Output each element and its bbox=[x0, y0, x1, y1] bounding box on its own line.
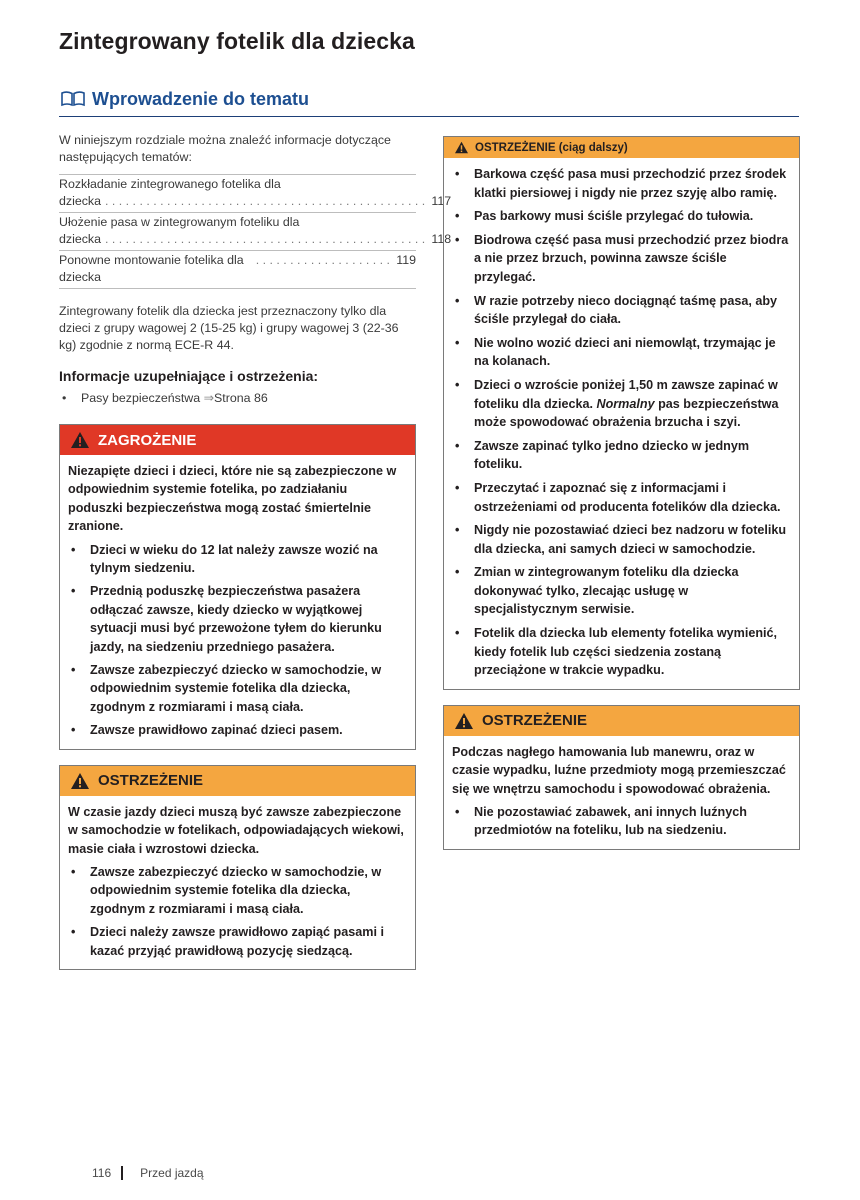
warning-bullet: • Dzieci należy zawsze prawidłowo zapiąć pasami i kazać przyjąć prawidłową pozycję siedzącą. bbox=[71, 925, 384, 958]
warning-bullet: • Zawsze zapinać tylko jedno dziecko w jednym foteliku. bbox=[455, 438, 750, 472]
section-title: Wprowadzenie do tematu bbox=[92, 89, 310, 109]
warning-box-body bbox=[60, 796, 415, 969]
topic-title-cont: dziecka bbox=[59, 194, 102, 208]
warning-box-title: OSTRZEŻENIE bbox=[482, 712, 588, 730]
topic-page: 119 bbox=[396, 253, 416, 267]
warning-box-title: OSTRZEŻENIE bbox=[98, 772, 204, 790]
danger-bullet: • Zawsze zabezpieczyć dziecko w samochodzie, w odpowiednim systemie fotelika dla dziecka, zgodnym z rozmiarami i masą ciała. bbox=[71, 663, 382, 714]
topics-list bbox=[59, 174, 452, 289]
topic-page: 117 bbox=[431, 194, 452, 208]
warning-bullet: • Biodrowa część pasa musi przechodzić przez biodra a nie przez brzuch, powinna zawsze ściśle przylegać. bbox=[455, 232, 789, 284]
page-reference-link[interactable]: Strona 86 bbox=[214, 391, 268, 405]
arrow-icon: ⇒ bbox=[203, 391, 214, 405]
warning-bullet: • W razie potrzeby nieco dociągnąć taśmę pasa, aby ściśle przylegał do ciała. bbox=[455, 293, 778, 327]
info-item bbox=[59, 390, 416, 407]
book-icon bbox=[60, 91, 86, 107]
intro-text: W niniejszym rozdziale można znaleźć informacje dotyczące następujących tematów: bbox=[59, 133, 391, 164]
topic-title: Rozkładanie zintegrowanego fotelika dla bbox=[59, 177, 281, 191]
page-title: Zintegrowany fotelik dla dziecka bbox=[59, 28, 415, 54]
leader-dots: . . . . . . . . . . . . . . . . . . . . . . . . . . . . . . . . . . . . . . . . . . . . . . . bbox=[105, 232, 426, 246]
danger-bullet: • Zawsze prawidłowo zapinać dzieci pasem. bbox=[71, 723, 343, 738]
warning-box-header bbox=[444, 706, 799, 736]
page-number: 116 bbox=[92, 1166, 112, 1180]
chapter-name: Przed jazdą bbox=[140, 1166, 204, 1180]
info-item-text: Pasy bezpieczeństwa bbox=[81, 391, 201, 405]
page-footer bbox=[92, 1166, 204, 1180]
warning-bullet: • Nie wolno wozić dzieci ani niemowląt, trzymając je na kolanach. bbox=[455, 335, 776, 369]
warning-box-body bbox=[444, 736, 799, 849]
leader-dots: . . . . . . . . . . . . . . . . . . . . bbox=[255, 253, 390, 267]
danger-paragraph: Niezapięte dzieci i dzieci, które nie są zabezpieczone w odpowiednim systemie fotelika, po zadziałaniu poduszki bezpieczeństwa mogą zostać śmiertelnie zranione. bbox=[68, 464, 397, 534]
topic-page: 118 bbox=[431, 232, 452, 246]
warning-triangle-icon bbox=[454, 712, 474, 730]
warning-bullet: • Fotelik dla dziecka lub elementy fotelika wymienić, kiedy fotelik lub części siedzenia zostaną przeciążone w trakcie wypadku. bbox=[455, 626, 778, 678]
topic-entry[interactable] bbox=[59, 251, 416, 289]
warning-triangle-icon bbox=[70, 772, 90, 790]
warning-continued-box bbox=[443, 136, 800, 690]
left-column bbox=[59, 132, 452, 970]
danger-box-title: ZAGROŻENIE bbox=[98, 431, 197, 449]
warning-bullet: • Zmian w zintegrowanym foteliku dla dziecka dokonywać tylko, zlecając usługę w specjalistycznym serwisie. bbox=[455, 565, 739, 617]
warning-triangle-icon bbox=[454, 141, 469, 154]
warning-continued-title: OSTRZEŻENIE (ciąg dalszy) bbox=[475, 141, 628, 154]
warning-bullet: • Nie pozostawiać zabawek, ani innych luźnych przedmiotów na foteliku, lub na siedzeniu. bbox=[455, 805, 747, 838]
danger-bullet: • Dzieci w wieku do 12 lat należy zawsze wozić na tylnym siedzeniu. bbox=[71, 542, 378, 576]
emphasis-text: Normalny bbox=[596, 396, 655, 411]
danger-bullet: • Przednią poduszkę bezpieczeństwa pasażera odłączać zawsze, kiedy dziecko w wyjątkowej sytuacji musi być przewożone tyłem do kierunku jazdy, na siedzeniu przedniego pasażera. bbox=[71, 584, 382, 654]
topic-entry[interactable] bbox=[59, 213, 452, 251]
warning-paragraph: Podczas nagłego hamowania lub manewru, oraz w czasie wypadku, luźne przedmioty mogą przemieszczać się we wnętrzu samochodu i spowodować obrażenia. bbox=[452, 744, 786, 796]
warning-bullet: • Nigdy nie pozostawiać dzieci bez nadzoru w foteliku dla dziecka, ani samych dzieci w samochodzie. bbox=[455, 523, 787, 556]
topic-entry[interactable] bbox=[59, 175, 452, 213]
topic-title: Ułożenie pasa w zintegrowanym foteliku dla bbox=[59, 215, 300, 229]
warning-bullet: • Barkowa część pasa musi przechodzić przez środek klatki piersiowej i nigdy nie przez szyję albo ramię. bbox=[455, 167, 787, 200]
warning-paragraph: W czasie jazdy dzieci muszą być zawsze zabezpieczone w samochodzie w fotelikach, odpowiadających wiekowi, masie ciała i wzrostowi dziecka. bbox=[68, 804, 404, 856]
warning-bullet: • Zawsze zabezpieczyć dziecko w samochodzie, w odpowiednim systemie fotelika dla dziecka, zgodnym z rozmiarami i masą ciała. bbox=[71, 864, 382, 916]
warning-continued-body bbox=[444, 158, 799, 689]
danger-box-header bbox=[60, 425, 415, 455]
right-column bbox=[443, 136, 800, 850]
danger-box-body bbox=[60, 455, 415, 749]
leader-dots: . . . . . . . . . . . . . . . . . . . . . . . . . . . . . . . . . . . . . . . . . . . . . . . bbox=[105, 194, 426, 208]
section-header bbox=[59, 86, 799, 117]
footer-divider bbox=[121, 1166, 123, 1180]
warning-bullet: • Pas barkowy musi ściśle przylegać do tułowia. bbox=[455, 209, 754, 224]
warning-box bbox=[59, 765, 416, 970]
warning-bullet: • Przeczytać i zapoznać się z informacjami i ostrzeżeniami od producenta fotelików dla dziecka. bbox=[455, 480, 781, 514]
warning-triangle-icon bbox=[70, 431, 90, 449]
danger-box bbox=[59, 424, 416, 750]
warning-box-header bbox=[60, 766, 415, 796]
warning-bullet: • Dzieci o wzroście poniżej 1,50 m zawsze zapinać w foteliku dla dziecka. Normalny pas bezpieczeństwa może spowodować obrażenia brzucha i szyi. bbox=[455, 377, 779, 430]
warning-continued-header bbox=[444, 137, 799, 158]
info-heading: Informacje uzupełniające i ostrzeżenia: bbox=[59, 368, 319, 384]
warning-box bbox=[443, 705, 800, 850]
topic-title: Ponowne montowanie fotelika dla dziecka bbox=[59, 253, 244, 284]
topic-title-cont: dziecka bbox=[59, 232, 102, 246]
description: Zintegrowany fotelik dla dziecka jest przeznaczony tylko dla dzieci z grupy wagowej 2 (15-25 kg) i grupy wagowej 3 (22-36 kg) zgodnie z normą ECE-R 44. bbox=[59, 304, 399, 352]
bullet-dot: • bbox=[62, 391, 67, 405]
